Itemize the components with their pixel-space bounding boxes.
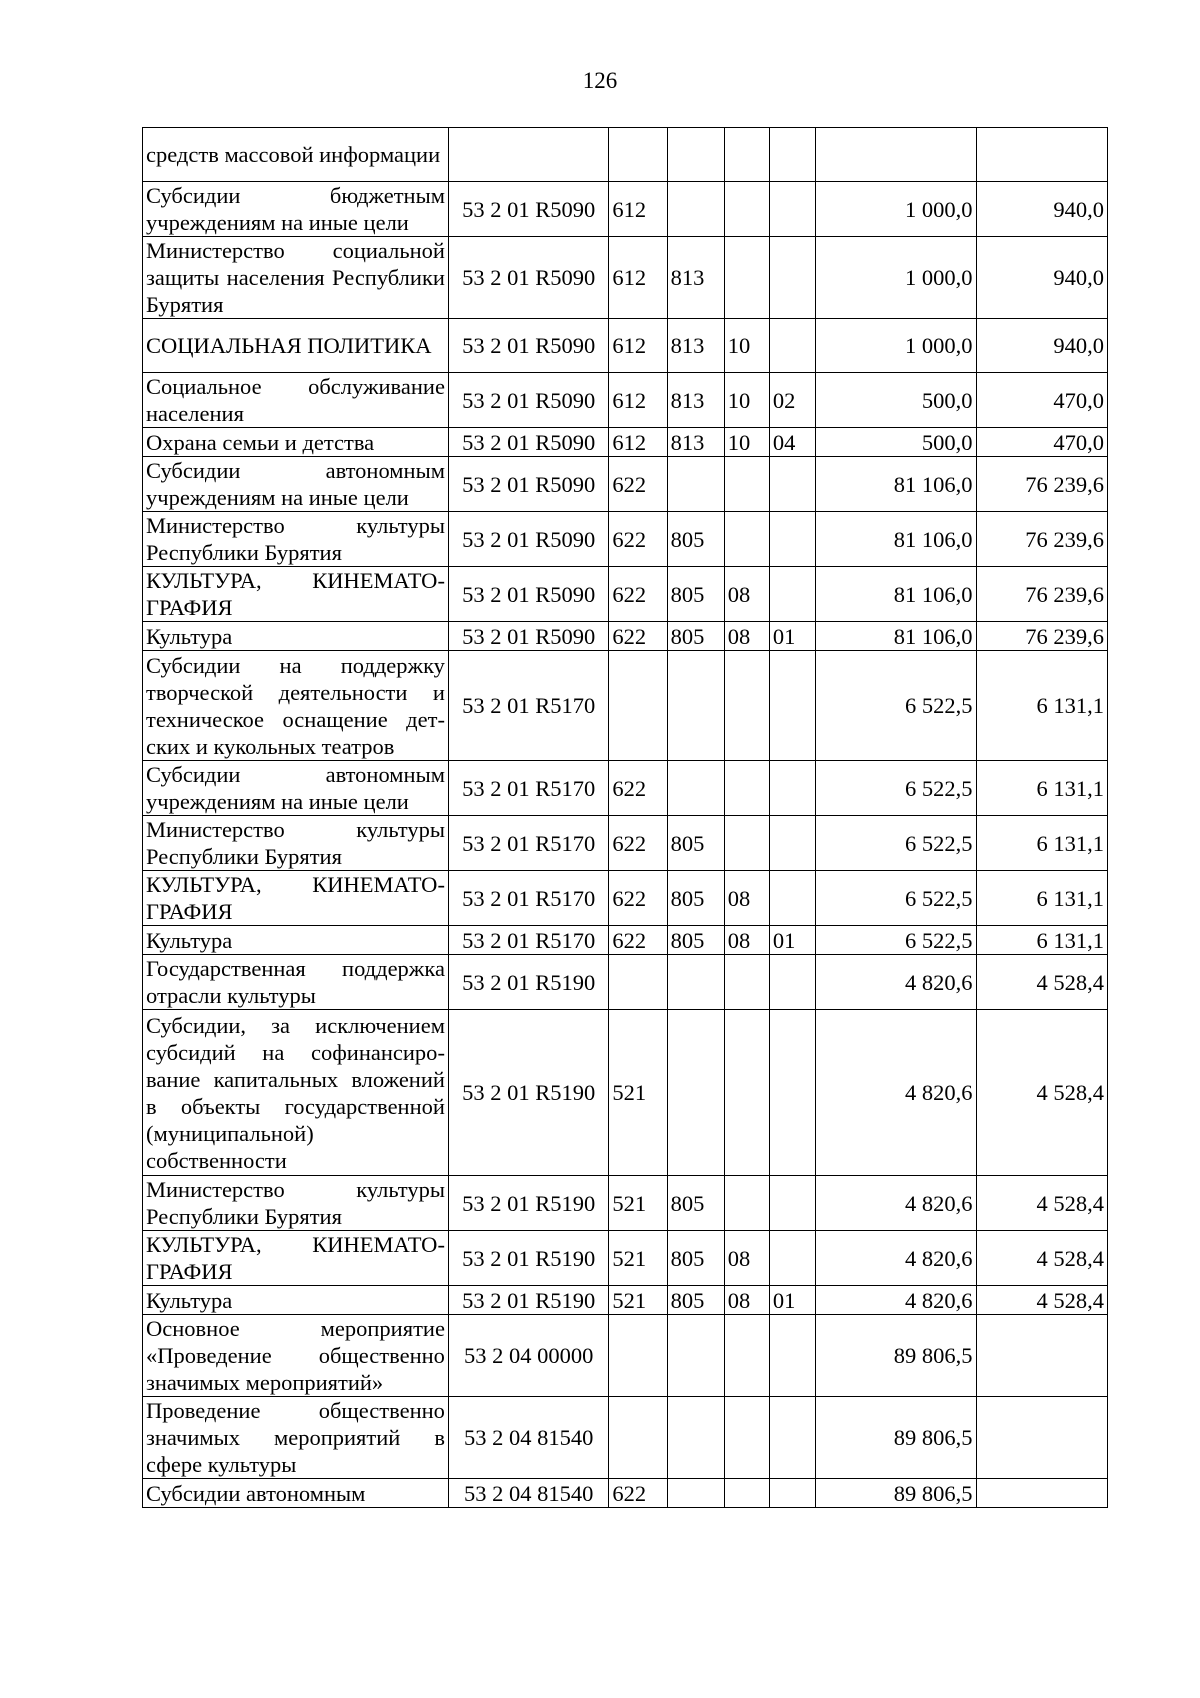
name-cell: КУЛЬТУРА, КИНЕМАТОГРАФИЯ — [143, 871, 449, 926]
code-cell: 53 2 01 R5090 — [448, 428, 608, 457]
ministry-code-cell — [667, 761, 724, 816]
name-cell: Субсидии автономным учреждениям на иные цели — [143, 457, 449, 512]
code-cell: 53 2 01 R5090 — [448, 512, 608, 567]
amount-planned-cell: 6 522,5 — [816, 816, 976, 871]
ministry-code-cell — [667, 128, 724, 182]
subsection-cell — [769, 457, 815, 512]
name-cell: КУЛЬТУРА, КИНЕМАТОГРАФИЯ — [143, 567, 449, 622]
table-row — [143, 1286, 1108, 1315]
amount-planned-cell: 81 106,0 — [816, 622, 976, 651]
subsection-cell — [769, 1176, 815, 1231]
table-row — [143, 567, 1108, 622]
table-row — [143, 512, 1108, 567]
name-cell: Субсидии, за исключением субсидий на софинансирование капитальных вложений в объекты государственной (муниципальной) собственности — [143, 1010, 449, 1176]
table-row — [143, 622, 1108, 651]
section-cell: 08 — [724, 567, 769, 622]
section-cell: 10 — [724, 373, 769, 428]
expense-type-cell: 612 — [609, 373, 667, 428]
ministry-code-cell: 805 — [667, 871, 724, 926]
amount-planned-cell: 89 806,5 — [816, 1397, 976, 1479]
ministry-code-cell: 805 — [667, 622, 724, 651]
subsection-cell: 02 — [769, 373, 815, 428]
code-cell: 53 2 01 R5170 — [448, 761, 608, 816]
name-cell: Культура — [143, 926, 449, 955]
section-cell: 08 — [724, 622, 769, 651]
ministry-code-cell — [667, 1315, 724, 1397]
amount-planned-cell: 1 000,0 — [816, 182, 976, 237]
subsection-cell — [769, 237, 815, 319]
table-row — [143, 373, 1108, 428]
expense-type-cell: 622 — [609, 761, 667, 816]
amount-actual-cell: 6 131,1 — [976, 761, 1107, 816]
table-row — [143, 651, 1108, 761]
amount-actual-cell: 6 131,1 — [976, 871, 1107, 926]
amount-actual-cell: 6 131,1 — [976, 926, 1107, 955]
name-cell: Основное мероприятие «Проведение общественно значимых мероприятий» — [143, 1315, 449, 1397]
section-cell — [724, 1479, 769, 1508]
table-row — [143, 1010, 1108, 1176]
expense-type-cell: 521 — [609, 1286, 667, 1315]
amount-planned-cell: 6 522,5 — [816, 871, 976, 926]
name-cell: Субсидии на поддержку творческой деятельности и техническое оснащение детских и кукольных театров — [143, 651, 449, 761]
section-cell: 10 — [724, 319, 769, 373]
ministry-code-cell: 805 — [667, 567, 724, 622]
section-cell — [724, 1176, 769, 1231]
code-cell: 53 2 04 81540 — [448, 1397, 608, 1479]
section-cell — [724, 761, 769, 816]
code-cell: 53 2 04 00000 — [448, 1315, 608, 1397]
ministry-code-cell: 805 — [667, 926, 724, 955]
table-row — [143, 128, 1108, 182]
section-cell: 10 — [724, 428, 769, 457]
expense-type-cell — [609, 1315, 667, 1397]
code-cell: 53 2 01 R5190 — [448, 1010, 608, 1176]
expense-type-cell: 521 — [609, 1010, 667, 1176]
ministry-code-cell — [667, 1010, 724, 1176]
ministry-code-cell: 805 — [667, 512, 724, 567]
amount-planned-cell: 4 820,6 — [816, 955, 976, 1010]
name-cell: Субсидии автономным — [143, 1479, 449, 1508]
name-cell: Государственная поддержка отрасли культуры — [143, 955, 449, 1010]
amount-actual-cell: 4 528,4 — [976, 955, 1107, 1010]
expense-type-cell: 612 — [609, 237, 667, 319]
ministry-code-cell: 813 — [667, 373, 724, 428]
amount-planned-cell: 4 820,6 — [816, 1231, 976, 1286]
name-cell: средств массовой информации — [143, 128, 449, 182]
code-cell: 53 2 01 R5090 — [448, 182, 608, 237]
subsection-cell — [769, 871, 815, 926]
amount-planned-cell: 89 806,5 — [816, 1315, 976, 1397]
section-cell: 08 — [724, 1231, 769, 1286]
section-cell — [724, 237, 769, 319]
section-cell — [724, 182, 769, 237]
subsection-cell — [769, 512, 815, 567]
amount-planned-cell: 1 000,0 — [816, 319, 976, 373]
code-cell: 53 2 01 R5090 — [448, 457, 608, 512]
amount-actual-cell: 4 528,4 — [976, 1176, 1107, 1231]
table-row — [143, 1176, 1108, 1231]
ministry-code-cell: 805 — [667, 1286, 724, 1315]
expense-type-cell: 622 — [609, 622, 667, 651]
name-cell: Министерство социальной защиты населения Республики Бурятия — [143, 237, 449, 319]
amount-actual-cell: 76 239,6 — [976, 567, 1107, 622]
ministry-code-cell — [667, 1479, 724, 1508]
expense-type-cell — [609, 955, 667, 1010]
table-row — [143, 1397, 1108, 1479]
code-cell: 53 2 01 R5090 — [448, 622, 608, 651]
table-row — [143, 237, 1108, 319]
amount-actual-cell: 470,0 — [976, 373, 1107, 428]
expense-type-cell: 622 — [609, 871, 667, 926]
amount-planned-cell: 81 106,0 — [816, 567, 976, 622]
section-cell — [724, 512, 769, 567]
code-cell: 53 2 01 R5190 — [448, 1231, 608, 1286]
amount-planned-cell: 4 820,6 — [816, 1176, 976, 1231]
code-cell: 53 2 01 R5170 — [448, 871, 608, 926]
subsection-cell: 01 — [769, 1286, 815, 1315]
code-cell: 53 2 01 R5090 — [448, 567, 608, 622]
amount-planned-cell: 500,0 — [816, 428, 976, 457]
subsection-cell — [769, 955, 815, 1010]
name-cell: КУЛЬТУРА, КИНЕМАТОГРАФИЯ — [143, 1231, 449, 1286]
table-row — [143, 761, 1108, 816]
table-row — [143, 182, 1108, 237]
amount-actual-cell: 940,0 — [976, 182, 1107, 237]
name-cell: Субсидии автономным учреждениям на иные цели — [143, 761, 449, 816]
ministry-code-cell — [667, 1397, 724, 1479]
expense-type-cell: 622 — [609, 512, 667, 567]
code-cell: 53 2 01 R5190 — [448, 1176, 608, 1231]
name-cell: Культура — [143, 1286, 449, 1315]
table-row — [143, 926, 1108, 955]
ministry-code-cell — [667, 955, 724, 1010]
section-cell: 08 — [724, 926, 769, 955]
table-row — [143, 1231, 1108, 1286]
expense-type-cell: 622 — [609, 926, 667, 955]
amount-actual-cell: 940,0 — [976, 237, 1107, 319]
code-cell: 53 2 01 R5090 — [448, 237, 608, 319]
expense-type-cell: 622 — [609, 1479, 667, 1508]
subsection-cell — [769, 182, 815, 237]
name-cell: Проведение общественно значимых мероприятий в сфере культуры — [143, 1397, 449, 1479]
code-cell: 53 2 01 R5190 — [448, 955, 608, 1010]
amount-planned-cell: 6 522,5 — [816, 651, 976, 761]
amount-actual-cell: 4 528,4 — [976, 1231, 1107, 1286]
name-cell: Министерство культуры Республики Бурятия — [143, 816, 449, 871]
subsection-cell — [769, 761, 815, 816]
expense-type-cell: 622 — [609, 567, 667, 622]
amount-actual-cell: 940,0 — [976, 319, 1107, 373]
subsection-cell — [769, 1315, 815, 1397]
amount-actual-cell: 4 528,4 — [976, 1010, 1107, 1176]
amount-planned-cell: 1 000,0 — [816, 237, 976, 319]
amount-planned-cell — [816, 128, 976, 182]
code-cell: 53 2 01 R5190 — [448, 1286, 608, 1315]
name-cell: СОЦИАЛЬНАЯ ПОЛИТИКА — [143, 319, 449, 373]
code-cell: 53 2 01 R5090 — [448, 373, 608, 428]
name-cell: Социальное обслуживание населения — [143, 373, 449, 428]
code-cell: 53 2 01 R5170 — [448, 651, 608, 761]
amount-planned-cell: 4 820,6 — [816, 1010, 976, 1176]
table-row — [143, 871, 1108, 926]
code-cell — [448, 128, 608, 182]
name-cell: Субсидии бюджетным учреждениям на иные цели — [143, 182, 449, 237]
expense-type-cell: 622 — [609, 457, 667, 512]
table-row — [143, 428, 1108, 457]
name-cell: Культура — [143, 622, 449, 651]
amount-actual-cell: 4 528,4 — [976, 1286, 1107, 1315]
subsection-cell — [769, 1479, 815, 1508]
section-cell — [724, 1397, 769, 1479]
expense-type-cell: 612 — [609, 428, 667, 457]
amount-actual-cell: 6 131,1 — [976, 816, 1107, 871]
page-number: 126 — [582, 68, 618, 93]
ministry-code-cell: 805 — [667, 1231, 724, 1286]
code-cell: 53 2 01 R5090 — [448, 319, 608, 373]
subsection-cell — [769, 1010, 815, 1176]
code-cell: 53 2 01 R5170 — [448, 816, 608, 871]
ministry-code-cell: 813 — [667, 428, 724, 457]
amount-actual-cell: 470,0 — [976, 428, 1107, 457]
amount-planned-cell: 89 806,5 — [816, 1479, 976, 1508]
expense-type-cell: 622 — [609, 816, 667, 871]
code-cell: 53 2 01 R5170 — [448, 926, 608, 955]
table-body — [143, 128, 1108, 1508]
amount-actual-cell: 76 239,6 — [976, 512, 1107, 567]
section-cell — [724, 1010, 769, 1176]
amount-actual-cell: 76 239,6 — [976, 457, 1107, 512]
amount-planned-cell: 6 522,5 — [816, 761, 976, 816]
amount-actual-cell: 6 131,1 — [976, 651, 1107, 761]
ministry-code-cell: 805 — [667, 1176, 724, 1231]
subsection-cell — [769, 128, 815, 182]
subsection-cell — [769, 651, 815, 761]
amount-actual-cell: 76 239,6 — [976, 622, 1107, 651]
table-row — [143, 1315, 1108, 1397]
expense-type-cell: 612 — [609, 319, 667, 373]
subsection-cell: 04 — [769, 428, 815, 457]
amount-actual-cell — [976, 1479, 1107, 1508]
ministry-code-cell: 813 — [667, 319, 724, 373]
section-cell — [724, 1315, 769, 1397]
expense-type-cell: 521 — [609, 1176, 667, 1231]
name-cell: Министерство культуры Республики Бурятия — [143, 512, 449, 567]
subsection-cell — [769, 1231, 815, 1286]
subsection-cell — [769, 1397, 815, 1479]
ministry-code-cell: 805 — [667, 816, 724, 871]
code-cell: 53 2 04 81540 — [448, 1479, 608, 1508]
expense-type-cell — [609, 1397, 667, 1479]
ministry-code-cell — [667, 457, 724, 512]
table-row — [143, 1479, 1108, 1508]
budget-table — [142, 127, 1108, 1508]
name-cell: Охрана семьи и детства — [143, 428, 449, 457]
ministry-code-cell — [667, 182, 724, 237]
amount-planned-cell: 6 522,5 — [816, 926, 976, 955]
table-row — [143, 816, 1108, 871]
ministry-code-cell: 813 — [667, 237, 724, 319]
table-row — [143, 457, 1108, 512]
amount-actual-cell — [976, 1315, 1107, 1397]
table-row — [143, 319, 1108, 373]
subsection-cell — [769, 567, 815, 622]
expense-type-cell: 612 — [609, 182, 667, 237]
amount-planned-cell: 81 106,0 — [816, 512, 976, 567]
subsection-cell: 01 — [769, 622, 815, 651]
section-cell — [724, 955, 769, 1010]
subsection-cell — [769, 319, 815, 373]
table-row — [143, 955, 1108, 1010]
amount-actual-cell — [976, 128, 1107, 182]
expense-type-cell: 521 — [609, 1231, 667, 1286]
amount-actual-cell — [976, 1397, 1107, 1479]
section-cell — [724, 128, 769, 182]
section-cell — [724, 816, 769, 871]
section-cell: 08 — [724, 1286, 769, 1315]
section-cell: 08 — [724, 871, 769, 926]
subsection-cell — [769, 816, 815, 871]
section-cell — [724, 457, 769, 512]
name-cell: Министерство культуры Республики Бурятия — [143, 1176, 449, 1231]
section-cell — [724, 651, 769, 761]
ministry-code-cell — [667, 651, 724, 761]
amount-planned-cell: 4 820,6 — [816, 1286, 976, 1315]
amount-planned-cell: 500,0 — [816, 373, 976, 428]
subsection-cell: 01 — [769, 926, 815, 955]
expense-type-cell — [609, 128, 667, 182]
amount-planned-cell: 81 106,0 — [816, 457, 976, 512]
expense-type-cell — [609, 651, 667, 761]
